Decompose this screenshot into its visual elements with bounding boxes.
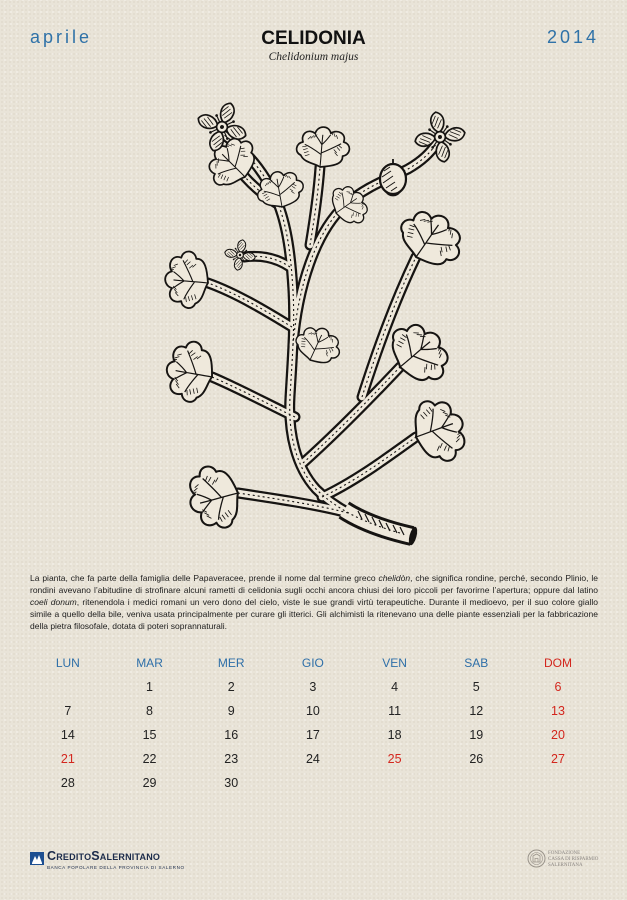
month-label: aprile — [30, 27, 93, 47]
sponsor-name: CreditoSalernitano — [47, 849, 161, 863]
weekday-header-mar: MAR — [136, 656, 163, 670]
day-cell: 18 — [387, 728, 402, 742]
day-cell — [435, 771, 517, 795]
day-cell: 5 — [472, 680, 480, 694]
day-cell: 26 — [469, 752, 484, 766]
day-cell: 12 — [469, 704, 484, 718]
day-cell: 4 — [391, 680, 399, 694]
weekday-header-gio: GIO — [301, 656, 324, 670]
plant-title: CELIDONIA — [261, 28, 366, 49]
day-cell: 23 — [224, 752, 239, 766]
leaf — [160, 337, 220, 406]
day-cell: 22 — [142, 752, 157, 766]
leaf — [294, 123, 352, 172]
day-cell: 11 — [388, 704, 402, 718]
weekday-header-sab: SAB — [464, 656, 489, 670]
day-cell: 20 — [551, 728, 565, 742]
day-cell — [27, 675, 109, 699]
weekday-header-ven: VEN — [382, 656, 407, 670]
foundation-logo — [527, 849, 599, 871]
day-cell: 27 — [551, 752, 565, 766]
foundation-line: SALERNITANA — [548, 863, 583, 868]
day-cell: 1 — [146, 680, 153, 694]
day-cell: 24 — [305, 752, 320, 766]
description-text: , ritenendola i medici romani un vero dono del cielo, viste le sue grandi virtù terapeutiche. Durante il medioevo, per il suo colore giallo simile a quello della bile, veniva usata principalmente per curare gli itterici. Gli alchimisti la ritenevano una delle piante essenziali per la fabbricazione della pietra filosofale, dotata di poteri soprannaturali. — [30, 597, 598, 631]
plant-illustration — [150, 95, 480, 550]
day-cell: 28 — [60, 776, 75, 790]
description-greek-term: chelidòn — [378, 573, 411, 583]
day-cell: 21 — [60, 752, 75, 766]
weekday-header-dom: DOM — [543, 656, 572, 670]
leaf — [408, 394, 471, 468]
sponsor-logo — [30, 849, 200, 873]
foundation-name — [548, 851, 598, 869]
day-cell: 14 — [60, 728, 75, 742]
day-cell: 13 — [551, 704, 565, 718]
description-text: La pianta, che fa parte della famiglia delle Papaveracee, prende il nome dal termine greco — [30, 573, 379, 583]
day-cell: 29 — [142, 776, 157, 790]
leaf — [161, 248, 213, 310]
weekday-header-mer: MER — [217, 656, 245, 670]
day-cell: 2 — [227, 680, 235, 694]
day-cell: 9 — [227, 704, 235, 718]
day-cell: 7 — [64, 704, 72, 718]
year-label: 2014 — [546, 27, 599, 47]
foundation-line: FONDAZIONE — [548, 851, 581, 856]
description-latin-term: coeli donum — [30, 597, 77, 607]
day-cell: 15 — [142, 728, 157, 742]
day-cell — [272, 771, 354, 795]
description-text: , che significa rondine, perché, secondo Plinio, le rondini avevano l’abitudine di strofinare alcuni rametti di celidonia sugli occhi ancora chiusi dei loro piccoli per favorirne l’apertura; oppure dal latino — [30, 573, 599, 595]
sponsor-tagline: BANCA POPOLARE DELLA PROVINCIA DI SALERNO — [47, 865, 185, 870]
day-cell: 6 — [554, 680, 562, 694]
plant-scientific-name: Chelidonium majus — [268, 51, 359, 63]
month-calendar-grid — [27, 651, 599, 795]
day-cell — [354, 771, 436, 795]
day-cell: 30 — [224, 776, 239, 790]
foundation-line: CASSA DI RISPARMIO — [548, 857, 599, 862]
credito-salernitano-logo-icon — [30, 852, 44, 865]
day-cell: 8 — [146, 704, 153, 718]
day-cell: 10 — [305, 704, 320, 718]
seed-pod — [380, 159, 406, 196]
day-cell: 16 — [224, 728, 239, 742]
leaf — [392, 199, 472, 277]
weekday-header-lun: LUN — [55, 656, 80, 670]
leaf — [185, 462, 244, 533]
day-cell: 25 — [387, 752, 402, 766]
fondazione-seal-icon — [527, 849, 546, 868]
day-cell: 17 — [305, 728, 320, 742]
day-cell: 3 — [309, 680, 317, 694]
day-cell — [517, 771, 599, 795]
day-cell: 19 — [469, 728, 484, 742]
flower — [222, 237, 258, 273]
plant-description — [30, 572, 598, 632]
